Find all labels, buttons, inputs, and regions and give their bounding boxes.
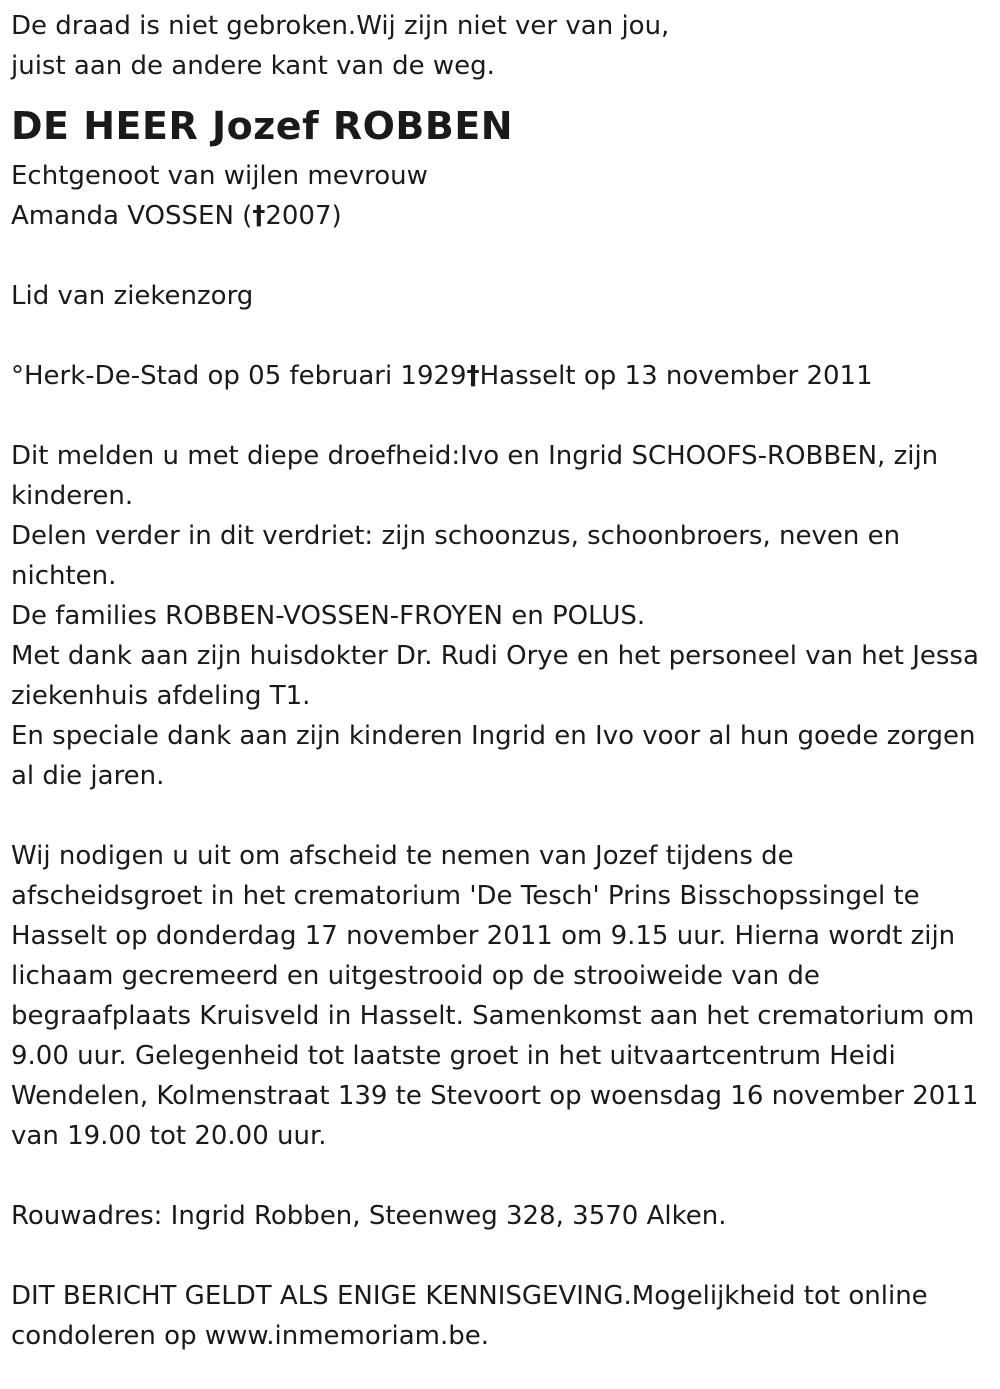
spacer (11, 1156, 993, 1196)
spacer (11, 796, 993, 836)
announcement-thanks-children: En speciale dank aan zijn kinderen Ingrid en Ivo voor al hun goede zorgen al die jaren. (11, 721, 976, 791)
spacer (11, 1236, 993, 1276)
spouse-name: Amanda VOSSEN ( (11, 201, 253, 231)
spouse-death-year: 2007) (265, 201, 342, 231)
death-info: Hasselt op 13 november 2011 (479, 361, 873, 391)
cross-icon: † (252, 201, 266, 231)
spouse-line-2 (11, 196, 993, 236)
announcement-family: Dit melden u met diepe droefheid:Ivo en Ingrid SCHOOFS-ROBBEN, zijn kinderen. (11, 441, 939, 511)
announcement-relatives: Delen verder in dit verdriet: zijn schoonzus, schoonbroers, neven en nichten. (11, 521, 901, 591)
obituary-document (11, 6, 993, 1356)
deceased-name: DE HEER Jozef ROBBEN (11, 104, 514, 148)
birth-info: Herk-De-Stad op 05 februari 1929 (24, 361, 467, 391)
birth-symbol: ° (11, 361, 24, 391)
ceremony-text: Wij nodigen u uit om afscheid te nemen van Jozef tijdens de afscheidsgroet in het crematorium 'De Tesch' Prins Bisschopssingel te Hasselt op donderdag 17 november 2011 om 9.15 uur. Hierna wordt zijn lichaam gecremeerd en uitgestrooid op de strooiweide van de begraafplaats Kruisveld in Hasselt. Samenkomst aan het crematorium om 9.00 uur. Gelegenheid tot laatste groet in het uitvaartcentrum Heidi Wendelen, Kolmenstraat 139 te Stevoort op woensdag 16 november 2011 van 19.00 tot 20.00 uur. (11, 841, 979, 1151)
motto-line-2: juist aan de andere kant van de weg. (11, 51, 495, 81)
motto-line-1: De draad is niet gebroken.Wij zijn niet ver van jou, (11, 11, 670, 41)
cross-icon: † (466, 361, 480, 391)
announcement-thanks-doctor: Met dank aan zijn huisdokter Dr. Rudi Orye en het personeel van het Jessa ziekenhuis afdeling T1. (11, 641, 979, 711)
life-dates (11, 356, 993, 396)
spacer (11, 316, 993, 356)
spacer (11, 236, 993, 276)
membership: Lid van ziekenzorg (11, 281, 254, 311)
notice-text: DIT BERICHT GELDT ALS ENIGE KENNISGEVING.Mogelijkheid tot online condoleren op www.inmemoriam.be. (11, 1281, 928, 1351)
spacer (11, 396, 993, 436)
announcement-families: De families ROBBEN-VOSSEN-FROYEN en POLUS. (11, 601, 646, 631)
spouse-line-1: Echtgenoot van wijlen mevrouw (11, 161, 428, 191)
mourning-address: Rouwadres: Ingrid Robben, Steenweg 328, 3570 Alken. (11, 1201, 727, 1231)
